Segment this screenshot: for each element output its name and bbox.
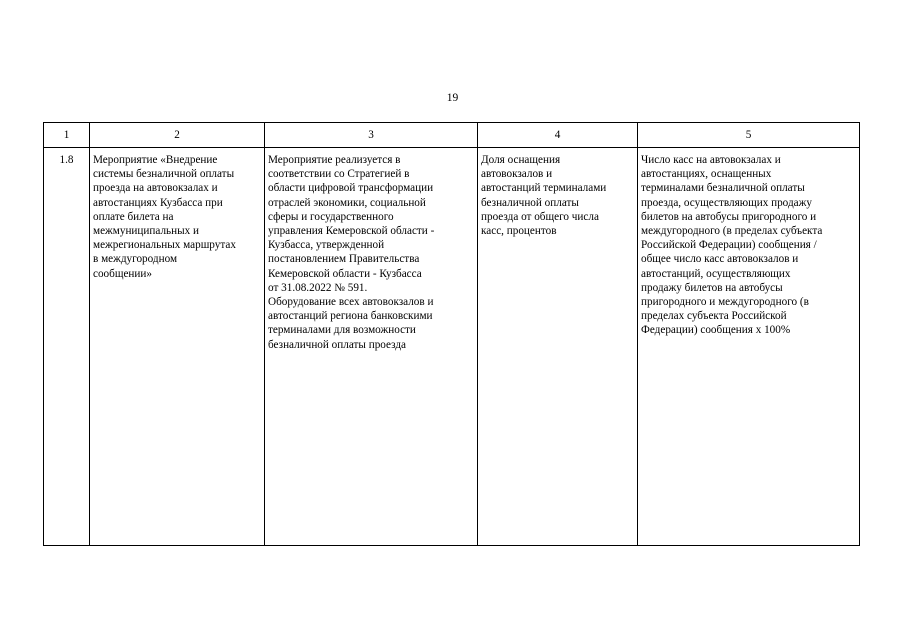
- page-number: 19: [446, 92, 459, 104]
- event-name-text: Мероприятие «Внедрение системы безналичной оплаты проезда на автовокзалах и автостанциях Кузбасса при оплате билета на межмуниципальных и межрегиональных маршрутах в междугородном сообщении»: [93, 154, 236, 280]
- table-header-row: [44, 123, 860, 148]
- column-header-5: 5: [638, 123, 860, 148]
- column-header-2: 2: [90, 123, 265, 148]
- event-name-cell: [90, 148, 265, 546]
- indicator-text: Доля оснащения автовокзалов и автостанций терминалами безналичной оплаты проезда от общего числа касс, процентов: [481, 154, 607, 238]
- column-header-1: 1: [44, 123, 90, 148]
- column-header-3: 3: [265, 123, 478, 148]
- column-header-4: 4: [478, 123, 638, 148]
- event-description-text: Мероприятие реализуется в соответствии со Стратегией в области цифровой трансформации отраслей экономики, социальной сферы и государственного управления Кемеровской области - Кузбасса, утвержденной постановлением Правительства Кемеровской области - Кузбасса от 31.08.2022 № 591. Оборудование всех автовокзалов и автостанций региона банковскими терминалами для возможности безналичной оплаты проезда: [268, 154, 435, 351]
- table-row: [44, 148, 860, 546]
- formula-cell: [638, 148, 860, 546]
- measures-table: [43, 122, 860, 546]
- formula-text: Число касс на автовокзалах и автостанциях, оснащенных терминалами безналичной оплаты проезда, осуществляющих продажу билетов на автобусы пригородного и междугородного (в пределах субъекта Российской Федерации) сообщения / общее число касс автовокзалов и автостанций, осуществляющих продажу билетов на автобусы пригородного и междугородного (в пределах субъекта Российской Федерации) сообщения х 100%: [641, 154, 823, 337]
- indicator-cell: [478, 148, 638, 546]
- event-description-cell: [265, 148, 478, 546]
- row-number-cell: 1.8: [44, 148, 90, 546]
